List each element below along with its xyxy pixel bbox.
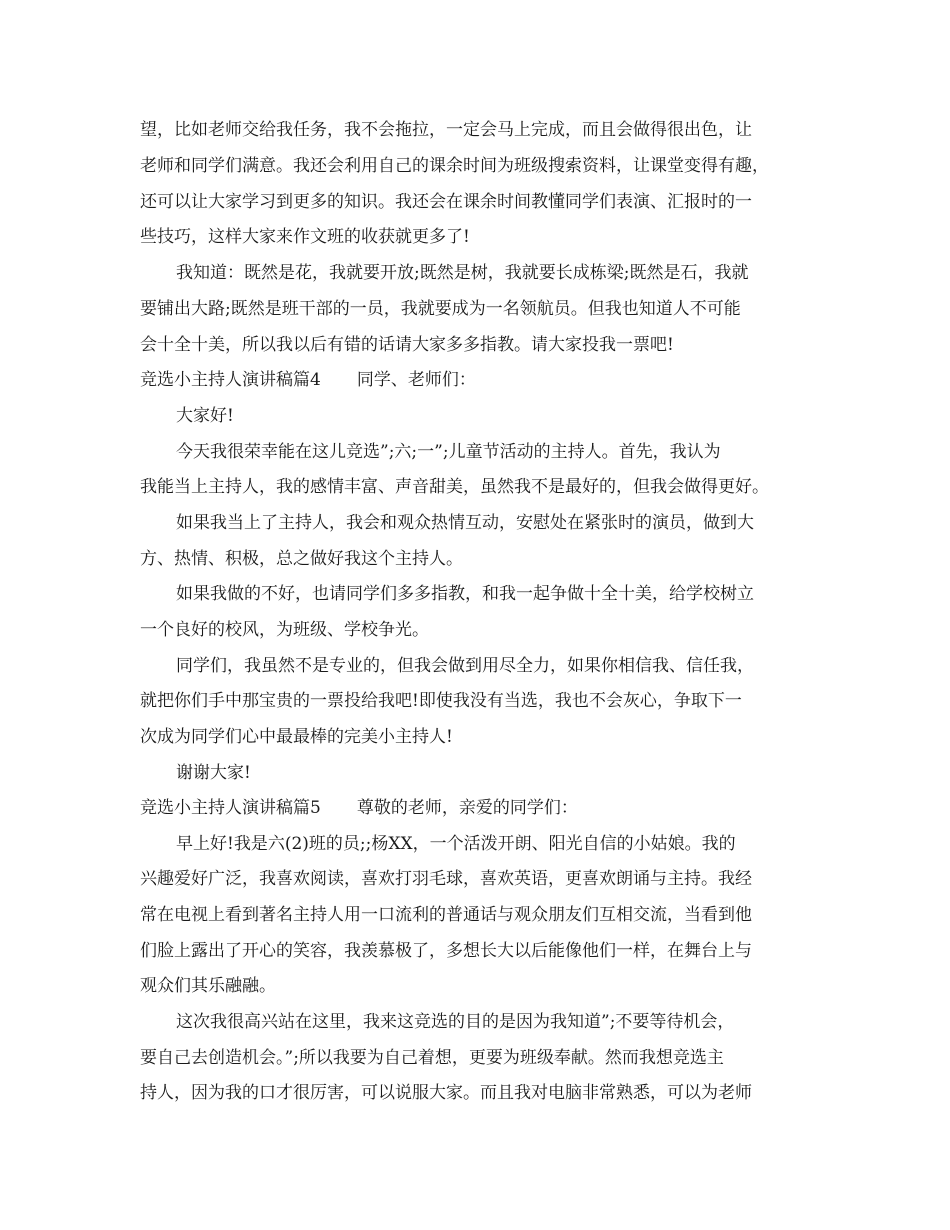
body-line: 会十全十美，所以我以后有错的话请大家多多指教。请大家投我一票吧! xyxy=(140,335,674,355)
body-line: 要自己去创造机会。”;所以我要为自己着想，更要为班级奉献。然而我想竞选主 xyxy=(140,1048,724,1068)
body-line: 我能当上主持人，我的感情丰富、声音甜美，虽然我不是最好的，但我会做得更好。 xyxy=(140,477,769,497)
salutation: 同学、老师们： xyxy=(356,370,476,390)
salutation: 尊敬的老师，亲爱的同学们： xyxy=(356,798,578,818)
section-heading xyxy=(0,796,950,820)
body-line: 兴趣爱好广泛，我喜欢阅读，喜欢打羽毛球，喜欢英语，更喜欢朗诵与主持。我经 xyxy=(140,869,752,889)
body-line: 老师和同学们满意。我还会利用自己的课余时间为班级搜索资料，让课堂变得有趣， xyxy=(140,156,769,176)
greeting: 大家好! xyxy=(176,406,234,426)
paragraph-first-line: 这次我很高兴站在这里，我来这竞选的目的是因为我知道”;不要等待机会， xyxy=(176,1012,735,1032)
section-heading xyxy=(0,368,950,392)
paragraph-first-line: 如果我做的不好，也请同学们多多指教，和我一起争做十全十美，给学校树立 xyxy=(176,584,754,604)
body-line: 还可以让大家学习到更多的知识。我还会在课余时间教懂同学们表演、汇报时的一 xyxy=(140,192,752,212)
body-line: 方、热情、积极，总之做好我这个主持人。 xyxy=(140,549,463,569)
body-line: 常在电视上看到著名主持人用一口流利的普通话与观众朋友们互相交流，当看到他 xyxy=(140,905,752,925)
body-line: 就把你们手中那宝贵的一票投给我吧!即使我没有当选，我也不会灰心，争取下一 xyxy=(140,691,742,711)
body-line: 观众们其乐融融。 xyxy=(140,976,276,996)
body-line: 们脸上露出了开心的笑容，我羡慕极了，多想长大以后能像他们一样，在舞台上与 xyxy=(140,941,752,961)
section-title: 竞选小主持人演讲稿篇5 xyxy=(140,798,321,818)
body-line: 一个良好的校风，为班级、学校争光。 xyxy=(140,620,429,640)
section-title: 竞选小主持人演讲稿篇4 xyxy=(140,370,321,390)
paragraph-first-line: 如果我当上了主持人，我会和观众热情互动，安慰处在紧张时的演员，做到大 xyxy=(176,513,754,533)
paragraph-first-line: 同学们，我虽然不是专业的，但我会做到用尽全力，如果你相信我、信任我， xyxy=(176,656,754,676)
closing-line: 谢谢大家! xyxy=(176,763,251,783)
body-line: 次成为同学们心中最最棒的完美小主持人! xyxy=(140,727,453,747)
body-line: 要铺出大路;既然是班干部的一员，我就要成为一名领航员。但我也知道人不可能 xyxy=(140,299,741,319)
body-line: 持人，因为我的口才很厉害，可以说服大家。而且我对电脑非常熟悉，可以为老师 xyxy=(140,1083,752,1103)
paragraph-first-line: 今天我很荣幸能在这儿竞选”;六;一”;儿童节活动的主持人。首先，我认为 xyxy=(176,442,721,462)
paragraph-first-line: 早上好!我是六(2)班的员;;杨XX，一个活泼开朗、阳光自信的小姑娘。我的 xyxy=(176,834,736,854)
body-line: 些技巧，这样大家来作文班的收获就更多了! xyxy=(140,227,470,247)
body-line: 望，比如老师交给我任务，我不会拖拉，一定会马上完成，而且会做得很出色，让 xyxy=(140,120,752,140)
paragraph-first-line: 我知道：既然是花，我就要开放;既然是树，我就要长成栋梁;既然是石，我就 xyxy=(176,263,749,283)
